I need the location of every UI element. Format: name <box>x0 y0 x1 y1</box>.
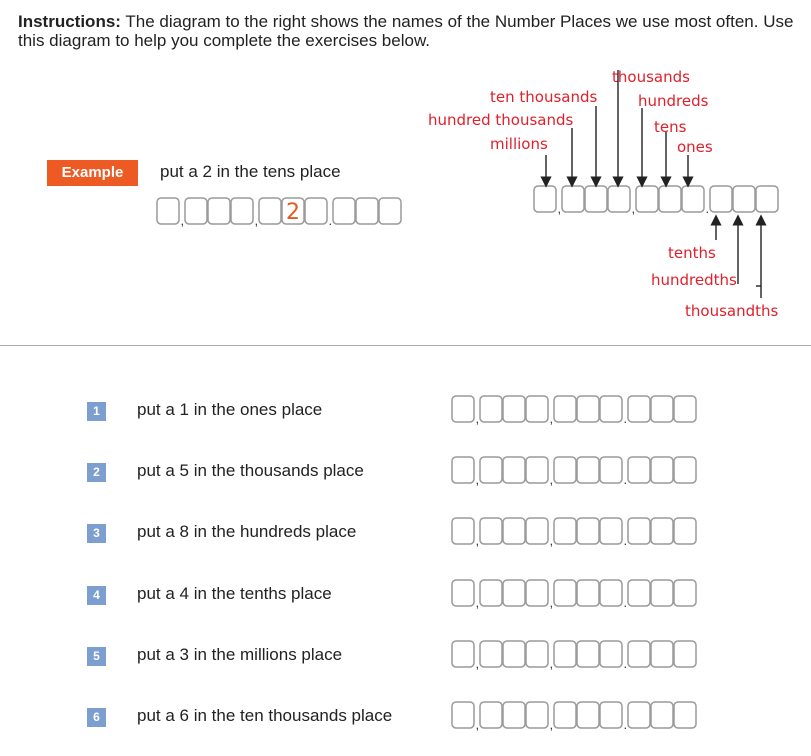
digit-box[interactable] <box>526 457 548 483</box>
digit-box[interactable] <box>674 702 696 728</box>
label-hundredths: hundredths <box>651 271 737 289</box>
comma-separator: , <box>254 213 259 228</box>
label-thousands: thousands <box>612 68 690 86</box>
instructions-heading: Instructions: <box>18 12 121 31</box>
decimal-point: . <box>623 595 628 610</box>
digit-box[interactable] <box>577 457 599 483</box>
diagram-digit-box <box>710 186 732 212</box>
label-thousandths: thousandths <box>685 302 779 320</box>
diagram-digit-box <box>659 186 681 212</box>
digit-box[interactable] <box>674 641 696 667</box>
example-place-value-boxes <box>157 198 402 230</box>
answer-digit: 2 <box>286 200 300 225</box>
comma-separator: , <box>475 533 480 548</box>
digit-box[interactable] <box>651 580 673 606</box>
digit-box[interactable] <box>503 457 525 483</box>
label-ones: ones <box>677 138 713 156</box>
digit-box[interactable] <box>526 396 548 422</box>
digit-box[interactable] <box>208 198 230 224</box>
comma-separator: , <box>549 533 554 548</box>
exercise-number: 2 <box>87 463 106 482</box>
digit-box[interactable] <box>628 641 650 667</box>
digit-box[interactable] <box>600 396 622 422</box>
digit-box[interactable] <box>480 396 502 422</box>
digit-box[interactable] <box>577 518 599 544</box>
digit-box[interactable] <box>628 396 650 422</box>
instructions <box>18 12 798 50</box>
digit-box[interactable] <box>503 702 525 728</box>
digit-box[interactable] <box>157 198 179 224</box>
exercise-text: put a 1 in the ones place <box>137 400 323 419</box>
digit-box[interactable] <box>674 457 696 483</box>
section-divider <box>0 345 811 346</box>
digit-box[interactable] <box>577 580 599 606</box>
comma-separator: , <box>631 201 636 216</box>
digit-box[interactable] <box>554 396 576 422</box>
decimal-point: . <box>328 213 333 228</box>
diagram-digit-box <box>733 186 755 212</box>
digit-box[interactable] <box>480 702 502 728</box>
digit-box[interactable] <box>526 518 548 544</box>
exercise-place-value-boxes[interactable] <box>452 396 697 428</box>
digit-box[interactable] <box>651 518 673 544</box>
decimal-point: . <box>623 411 628 426</box>
decimal-point: . <box>623 472 628 487</box>
label-tens: tens <box>654 118 687 136</box>
digit-box[interactable] <box>259 198 281 224</box>
diagram-digit-box <box>682 186 704 212</box>
digit-box[interactable] <box>526 641 548 667</box>
digit-box[interactable] <box>577 641 599 667</box>
digit-box[interactable] <box>356 198 378 224</box>
comma-separator: , <box>180 213 185 228</box>
comma-separator: , <box>549 411 554 426</box>
digit-box[interactable] <box>554 518 576 544</box>
comma-separator: , <box>475 656 480 671</box>
digit-box[interactable] <box>554 580 576 606</box>
digit-box[interactable] <box>452 518 474 544</box>
exercise-number: 3 <box>87 524 106 543</box>
digit-box[interactable] <box>526 580 548 606</box>
digit-box[interactable] <box>452 457 474 483</box>
exercise-place-value-boxes[interactable] <box>452 457 697 489</box>
digit-box[interactable] <box>503 580 525 606</box>
instructions-text: The diagram to the right shows the names of the Number Places we use most often. Use this diagram to help you complete the exercises below. <box>18 12 794 50</box>
label-tenths: tenths <box>668 244 716 262</box>
digit-box[interactable] <box>600 702 622 728</box>
digit-box[interactable] <box>185 198 207 224</box>
label-ten-thousands: ten thousands <box>490 88 598 106</box>
digit-box[interactable] <box>305 198 327 224</box>
exercise-number: 1 <box>87 402 106 421</box>
comma-separator: , <box>475 595 480 610</box>
digit-box[interactable] <box>628 457 650 483</box>
decimal-point: . <box>623 533 628 548</box>
digit-box[interactable] <box>452 396 474 422</box>
diagram-digit-box <box>585 186 607 212</box>
diagram-digit-box <box>562 186 584 212</box>
digit-box[interactable] <box>554 702 576 728</box>
comma-separator: , <box>549 656 554 671</box>
digit-box[interactable] <box>480 457 502 483</box>
digit-box[interactable] <box>600 457 622 483</box>
digit-box[interactable] <box>600 518 622 544</box>
digit-box[interactable] <box>674 396 696 422</box>
diagram-digit-box <box>534 186 556 212</box>
digit-box[interactable] <box>452 702 474 728</box>
digit-box[interactable] <box>452 580 474 606</box>
exercise-text: put a 5 in the thousands place <box>137 461 364 480</box>
exercise-place-value-boxes[interactable] <box>452 580 697 612</box>
diagram-digit-box <box>756 186 778 212</box>
exercise-number: 4 <box>87 586 106 605</box>
label-hundred-thousands: hundred thousands <box>428 111 574 129</box>
decimal-point: . <box>623 656 628 671</box>
exercise-text: put a 8 in the hundreds place <box>137 522 357 541</box>
exercise-place-value-boxes[interactable] <box>452 518 697 550</box>
digit-box[interactable] <box>651 457 673 483</box>
digit-box[interactable] <box>674 580 696 606</box>
comma-separator: , <box>475 411 480 426</box>
exercise-text: put a 6 in the ten thousands place <box>137 706 393 725</box>
digit-box[interactable] <box>628 702 650 728</box>
example-text: put a 2 in the tens place <box>160 162 341 181</box>
comma-separator: , <box>549 595 554 610</box>
digit-box[interactable] <box>577 702 599 728</box>
digit-box[interactable] <box>379 198 401 224</box>
diagram-digit-box <box>608 186 630 212</box>
digit-box[interactable] <box>480 641 502 667</box>
comma-separator: , <box>475 717 480 732</box>
digit-box[interactable] <box>503 641 525 667</box>
digit-box[interactable] <box>452 641 474 667</box>
digit-box[interactable] <box>231 198 253 224</box>
diagram-boxes <box>534 186 778 216</box>
exercise-text: put a 4 in the tenths place <box>137 584 332 603</box>
place-value-diagram <box>420 60 800 330</box>
digit-box[interactable] <box>600 580 622 606</box>
exercise-number: 6 <box>87 708 106 727</box>
label-hundreds: hundreds <box>638 92 709 110</box>
comma-separator: , <box>475 472 480 487</box>
digit-box[interactable] <box>554 457 576 483</box>
decimal-point: . <box>705 201 710 216</box>
exercise-place-value-boxes[interactable] <box>452 641 697 673</box>
digit-box[interactable] <box>480 580 502 606</box>
digit-box[interactable] <box>480 518 502 544</box>
example-badge: Example <box>47 160 138 186</box>
diagram-digit-box <box>636 186 658 212</box>
digit-box[interactable] <box>577 396 599 422</box>
digit-box[interactable] <box>333 198 355 224</box>
exercise-number: 5 <box>87 647 106 666</box>
digit-box[interactable] <box>503 518 525 544</box>
digit-box[interactable] <box>600 641 622 667</box>
digit-box[interactable] <box>651 641 673 667</box>
exercise-text: put a 3 in the millions place <box>137 645 343 664</box>
digit-box[interactable] <box>674 518 696 544</box>
digit-box[interactable] <box>554 641 576 667</box>
exercise-place-value-boxes[interactable] <box>452 702 697 734</box>
digit-box[interactable] <box>503 396 525 422</box>
decimal-point: . <box>623 717 628 732</box>
digit-box[interactable] <box>651 396 673 422</box>
label-millions: millions <box>490 135 548 153</box>
comma-separator: , <box>549 717 554 732</box>
digit-box[interactable] <box>628 518 650 544</box>
digit-box[interactable] <box>526 702 548 728</box>
comma-separator: , <box>557 201 562 216</box>
digit-box[interactable] <box>651 702 673 728</box>
digit-box[interactable] <box>628 580 650 606</box>
comma-separator: , <box>549 472 554 487</box>
